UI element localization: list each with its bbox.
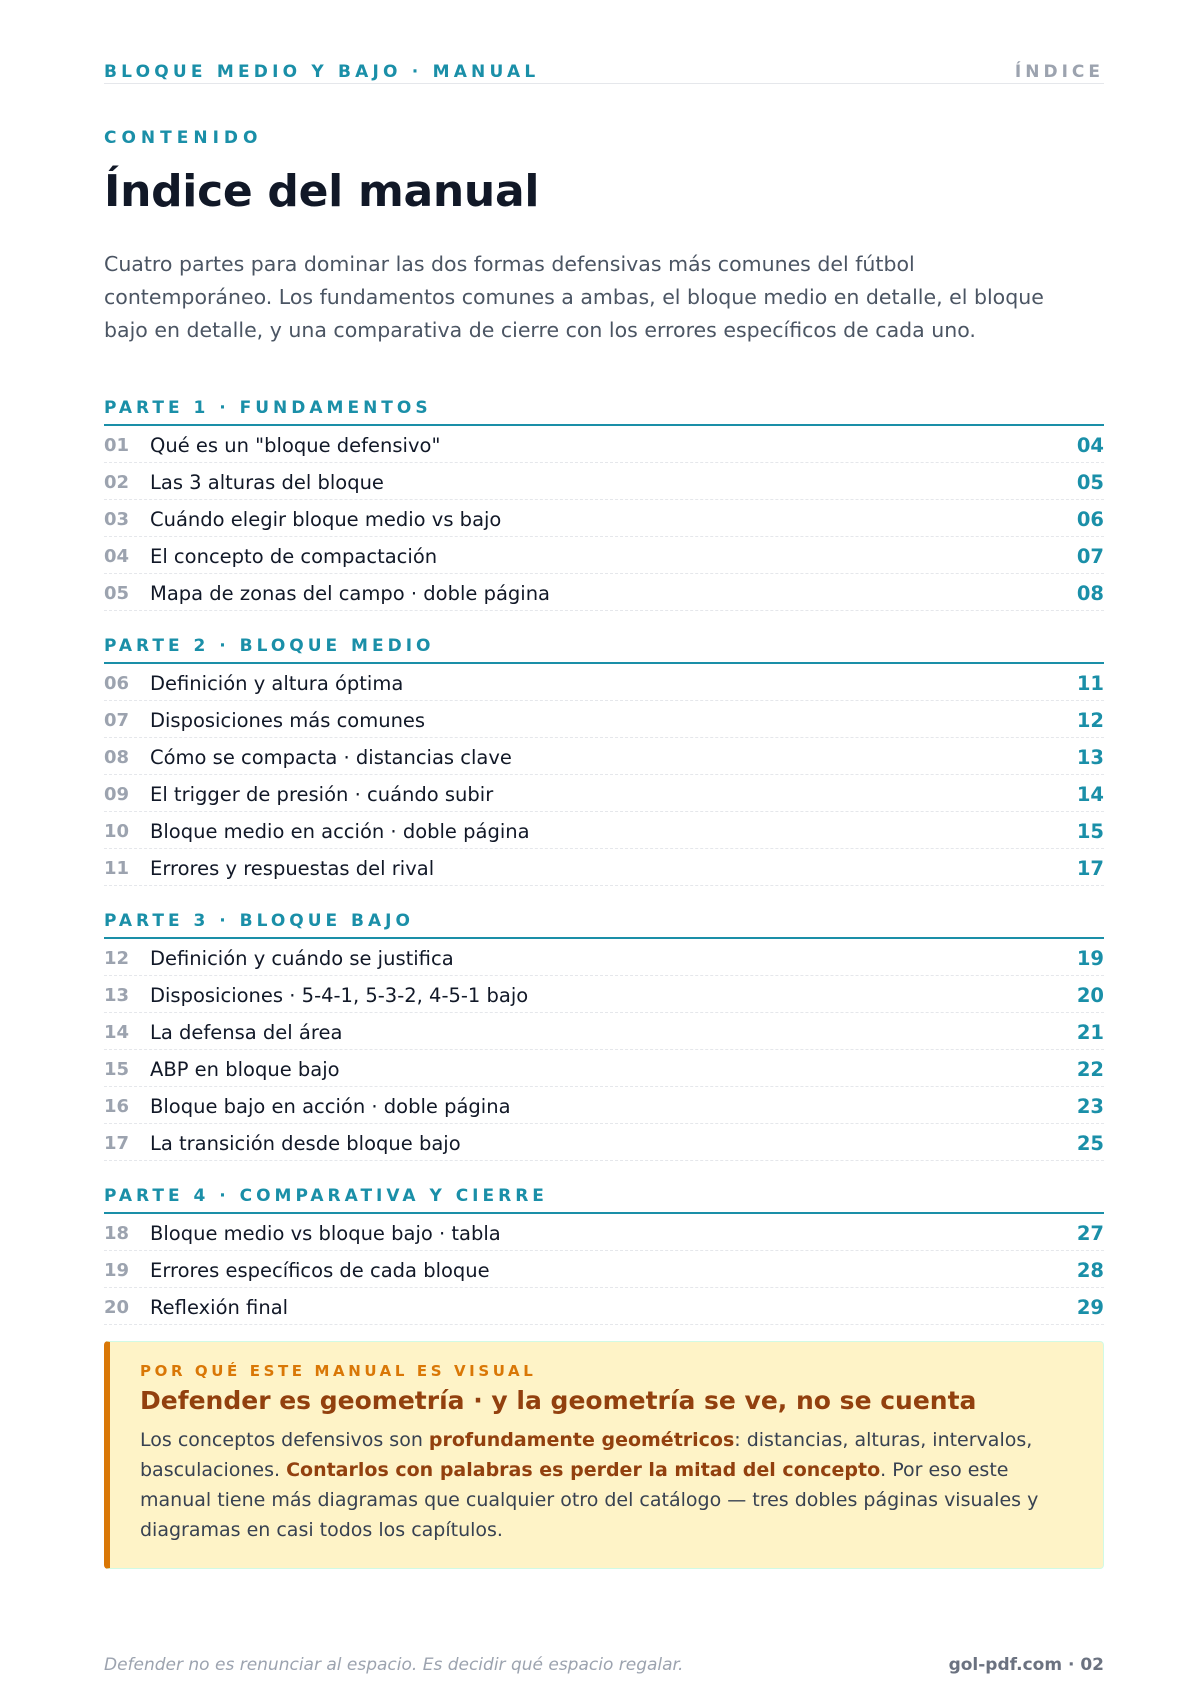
toc-entry-label: El trigger de presión · cuándo subir [150,783,494,806]
toc-entry[interactable] [104,1288,1104,1325]
footer-quote: Defender no es renunciar al espacio. Es decidir qué espacio regalar. [104,1655,684,1675]
toc-entry-page: 20 [1076,984,1104,1007]
toc-entry-number: 10 [104,821,130,842]
toc-entry-page: 12 [1076,709,1104,732]
toc-entry-label: Errores específicos de cada bloque [150,1259,490,1282]
toc-entry-number: 03 [104,509,130,530]
toc-part-heading: PARTE 1 · FUNDAMENTOS [104,394,1104,426]
toc-entry[interactable] [104,1013,1104,1050]
toc-entry-page: 11 [1076,672,1104,695]
toc-entry[interactable] [104,775,1104,812]
toc-entry[interactable] [104,1251,1104,1288]
toc-entry-label: Definición y altura óptima [150,672,404,695]
toc-entry-label: Cuándo elegir bloque medio vs bajo [150,508,502,531]
toc-entry-number: 01 [104,435,130,456]
toc-entry-label: ABP en bloque bajo [150,1058,340,1081]
toc-entry-label: Cómo se compacta · distancias clave [150,746,512,769]
callout-body-text: Los conceptos defensivos son [140,1429,429,1451]
toc-entry-number: 07 [104,710,130,731]
section-eyebrow: CONTENIDO [104,128,263,148]
toc-entry-page: 15 [1076,820,1104,843]
toc-entry-label: La defensa del área [150,1021,343,1044]
toc-entry[interactable] [104,939,1104,976]
header-manual-title: BLOQUE MEDIO Y BAJO · MANUAL [104,62,540,82]
toc-entry[interactable] [104,1124,1104,1161]
toc-entry[interactable] [104,1050,1104,1087]
intro-paragraph: Cuatro partes para dominar las dos formas defensivas más comunes del fútbol contemporáneo. Los fundamentos comunes a ambas, el bloque medio en detalle, el bloque bajo en detalle, y una comparativa de cierre con los errores específicos de cada uno. [104,252,1044,342]
toc-entry-number: 09 [104,784,130,805]
table-of-contents [104,394,1104,1325]
page-title: Índice del manual [104,166,540,217]
toc-entry-page: 06 [1076,508,1104,531]
toc-entry[interactable] [104,463,1104,500]
toc-entry-label: El concepto de compactación [150,545,438,568]
toc-entry-page: 07 [1076,545,1104,568]
toc-entry-label: Reflexión final [150,1296,289,1319]
toc-entry-page: 28 [1076,1259,1104,1282]
toc-entry-label: Disposiciones · 5-4-1, 5-3-2, 4-5-1 bajo [150,984,529,1007]
header-section-name: ÍNDICE [1014,62,1104,82]
toc-entry-label: Errores y respuestas del rival [150,857,435,880]
toc-entry-page: 08 [1076,582,1104,605]
toc-entry-label: Disposiciones más comunes [150,709,426,732]
callout-body-text: . Por eso este manual tiene más diagramas que cualquier otro del catálogo — tres dobles páginas visuales y diagramas en casi todos los capítulos. [140,1459,1039,1541]
toc-entry-number: 17 [104,1133,130,1154]
toc-entry-label: Definición y cuándo se justifica [150,947,454,970]
toc-entry[interactable] [104,537,1104,574]
callout-body-emphasis: Contarlos con palabras es perder la mitad del concepto [286,1459,881,1481]
toc-entry-page: 05 [1076,471,1104,494]
toc-entry-page: 14 [1076,783,1104,806]
toc-entry-number: 16 [104,1096,130,1117]
callout-body-emphasis: profundamente geométricos [428,1429,735,1451]
toc-entry-page: 21 [1076,1021,1104,1044]
toc-entry-page: 04 [1076,434,1104,457]
page [104,0,1104,1697]
toc-entry-label: Bloque medio en acción · doble página [150,820,530,843]
toc-entry[interactable] [104,1214,1104,1251]
toc-entry-number: 14 [104,1022,130,1043]
callout-eyebrow: POR QUÉ ESTE MANUAL ES VISUAL [140,1362,537,1380]
toc-part-heading: PARTE 3 · BLOQUE BAJO [104,907,1104,939]
callout-title: Defender es geometría · y la geometría se ve, no se cuenta [140,1386,977,1415]
toc-entry-page: 17 [1076,857,1104,880]
toc-entry-label: Mapa de zonas del campo · doble página [150,582,550,605]
footer-site-page: gol-pdf.com · 02 [948,1655,1104,1675]
toc-entry-number: 18 [104,1223,130,1244]
toc-entry[interactable] [104,574,1104,611]
toc-entry-label: Qué es un "bloque defensivo" [150,434,441,457]
toc-entry-page: 19 [1076,947,1104,970]
toc-part-heading: PARTE 2 · BLOQUE MEDIO [104,632,1104,664]
toc-entry-label: Bloque medio vs bloque bajo · tabla [150,1222,501,1245]
toc-entry-number: 06 [104,673,130,694]
toc-part-heading: PARTE 4 · COMPARATIVA Y CIERRE [104,1182,1104,1214]
toc-entry[interactable] [104,664,1104,701]
toc-entry-number: 05 [104,583,130,604]
toc-entry-number: 02 [104,472,130,493]
toc-entry-number: 12 [104,948,130,969]
toc-entry[interactable] [104,426,1104,463]
running-header [104,62,1104,84]
callout-body [140,1425,1073,1545]
toc-entry-page: 29 [1076,1296,1104,1319]
toc-entry[interactable] [104,701,1104,738]
toc-entry-page: 27 [1076,1222,1104,1245]
toc-entry[interactable] [104,976,1104,1013]
toc-entry-page: 13 [1076,746,1104,769]
toc-entry-label: Bloque bajo en acción · doble página [150,1095,511,1118]
toc-entry-page: 23 [1076,1095,1104,1118]
toc-entry-number: 15 [104,1059,130,1080]
toc-entry-number: 11 [104,858,130,879]
toc-entry-number: 04 [104,546,130,567]
toc-entry[interactable] [104,738,1104,775]
toc-entry-label: La transición desde bloque bajo [150,1132,461,1155]
toc-entry-number: 13 [104,985,130,1006]
toc-entry[interactable] [104,812,1104,849]
toc-entry[interactable] [104,500,1104,537]
toc-entry-page: 22 [1076,1058,1104,1081]
callout-body-text: : distancias, alturas, intervalos, basculaciones. [140,1429,1033,1481]
toc-entry-page: 25 [1076,1132,1104,1155]
toc-entry-number: 19 [104,1260,130,1281]
visual-manual-callout [104,1341,1104,1569]
toc-entry[interactable] [104,849,1104,886]
toc-entry-number: 20 [104,1297,130,1318]
toc-entry-label: Las 3 alturas del bloque [150,471,384,494]
toc-entry-number: 08 [104,747,130,768]
toc-entry[interactable] [104,1087,1104,1124]
